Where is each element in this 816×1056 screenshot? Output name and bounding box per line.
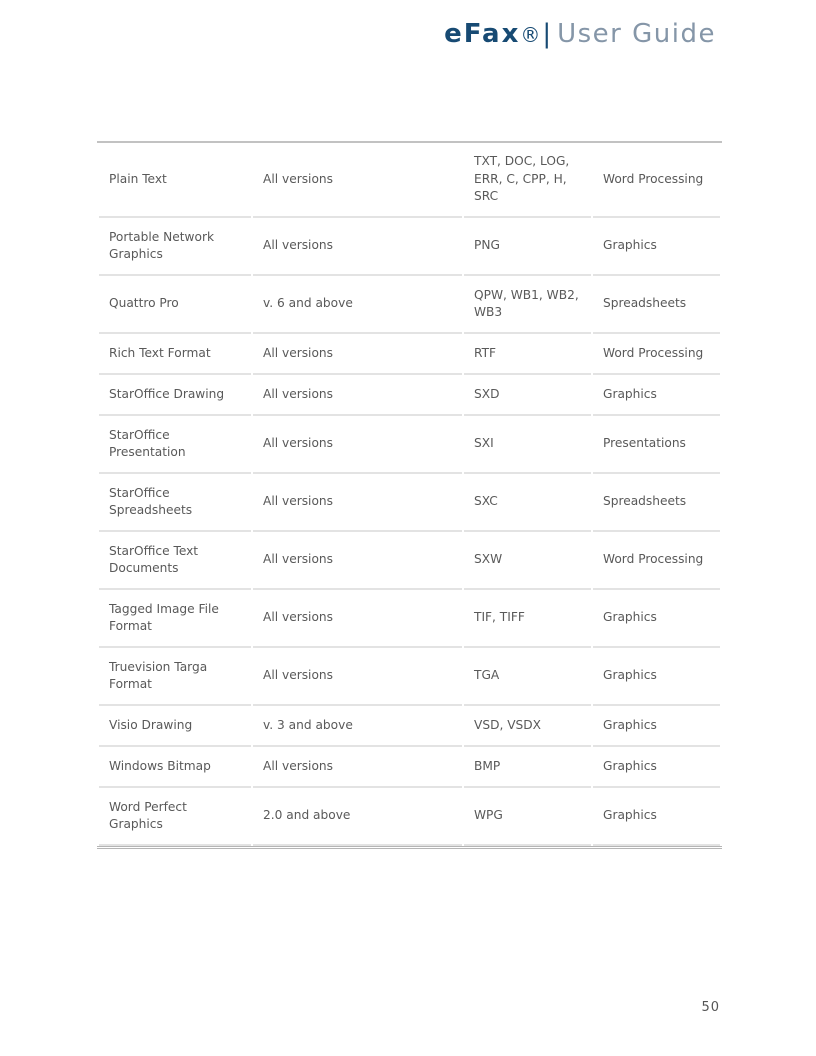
category-cell: Word Processing (593, 143, 720, 218)
table-row (99, 590, 720, 648)
document-title: User Guide (557, 19, 716, 49)
extension-cell: TXT, DOC, LOG, ERR, C, CPP, H, SRC (464, 143, 591, 218)
category-cell: Presentations (593, 416, 720, 474)
extension-cell: QPW, WB1, WB2, WB3 (464, 276, 591, 334)
registered-mark: ® (520, 23, 541, 47)
extension-cell: SXC (464, 474, 591, 532)
version-cell: All versions (253, 474, 462, 532)
extension-cell: TGA (464, 648, 591, 706)
extension-cell: TIF, TIFF (464, 590, 591, 648)
extension-cell: VSD, VSDX (464, 706, 591, 747)
extension-cell: SXI (464, 416, 591, 474)
category-cell: Graphics (593, 788, 720, 846)
file-type-cell: Visio Drawing (99, 706, 251, 747)
file-type-cell: StarOffice Text Documents (99, 532, 251, 590)
file-type-cell: Portable Network Graphics (99, 218, 251, 276)
table-row (99, 276, 720, 334)
table-row (99, 143, 720, 218)
table-row (99, 474, 720, 532)
extension-cell: RTF (464, 334, 591, 375)
category-cell: Spreadsheets (593, 474, 720, 532)
file-type-cell: StarOffice Drawing (99, 375, 251, 416)
file-type-cell: Truevision Targa Format (99, 648, 251, 706)
version-cell: All versions (253, 648, 462, 706)
table-row (99, 218, 720, 276)
table-row (99, 532, 720, 590)
extension-cell: SXW (464, 532, 591, 590)
category-cell: Graphics (593, 590, 720, 648)
version-cell: All versions (253, 416, 462, 474)
file-format-table-container (97, 141, 722, 849)
category-cell: Graphics (593, 747, 720, 788)
version-cell: v. 3 and above (253, 706, 462, 747)
file-type-cell: Tagged Image File Format (99, 590, 251, 648)
version-cell: All versions (253, 143, 462, 218)
file-type-cell: Word Perfect Graphics (99, 788, 251, 846)
table-row (99, 334, 720, 375)
version-cell: All versions (253, 747, 462, 788)
version-cell: All versions (253, 532, 462, 590)
table-row (99, 747, 720, 788)
version-cell: All versions (253, 375, 462, 416)
extension-cell: WPG (464, 788, 591, 846)
table-row (99, 706, 720, 747)
version-cell: All versions (253, 334, 462, 375)
version-cell: v. 6 and above (253, 276, 462, 334)
version-cell: All versions (253, 218, 462, 276)
header-separator: | (542, 19, 552, 49)
file-type-cell: Rich Text Format (99, 334, 251, 375)
file-type-cell: Quattro Pro (99, 276, 251, 334)
table-row (99, 416, 720, 474)
table-row (99, 648, 720, 706)
table-body (99, 143, 720, 846)
file-type-cell: Plain Text (99, 143, 251, 218)
category-cell: Spreadsheets (593, 276, 720, 334)
version-cell: 2.0 and above (253, 788, 462, 846)
category-cell: Graphics (593, 706, 720, 747)
category-cell: Word Processing (593, 334, 720, 375)
category-cell: Word Processing (593, 532, 720, 590)
file-type-cell: StarOffice Presentation (99, 416, 251, 474)
version-cell: All versions (253, 590, 462, 648)
category-cell: Graphics (593, 218, 720, 276)
table-row (99, 788, 720, 846)
extension-cell: PNG (464, 218, 591, 276)
category-cell: Graphics (593, 375, 720, 416)
extension-cell: SXD (464, 375, 591, 416)
file-type-cell: Windows Bitmap (99, 747, 251, 788)
page-header (444, 16, 716, 53)
page-number: 50 (701, 1000, 720, 1015)
file-type-cell: StarOffice Spreadsheets (99, 474, 251, 532)
extension-cell: BMP (464, 747, 591, 788)
file-format-table (97, 143, 722, 849)
table-row (99, 375, 720, 416)
category-cell: Graphics (593, 648, 720, 706)
brand-name: eFax (444, 19, 521, 49)
